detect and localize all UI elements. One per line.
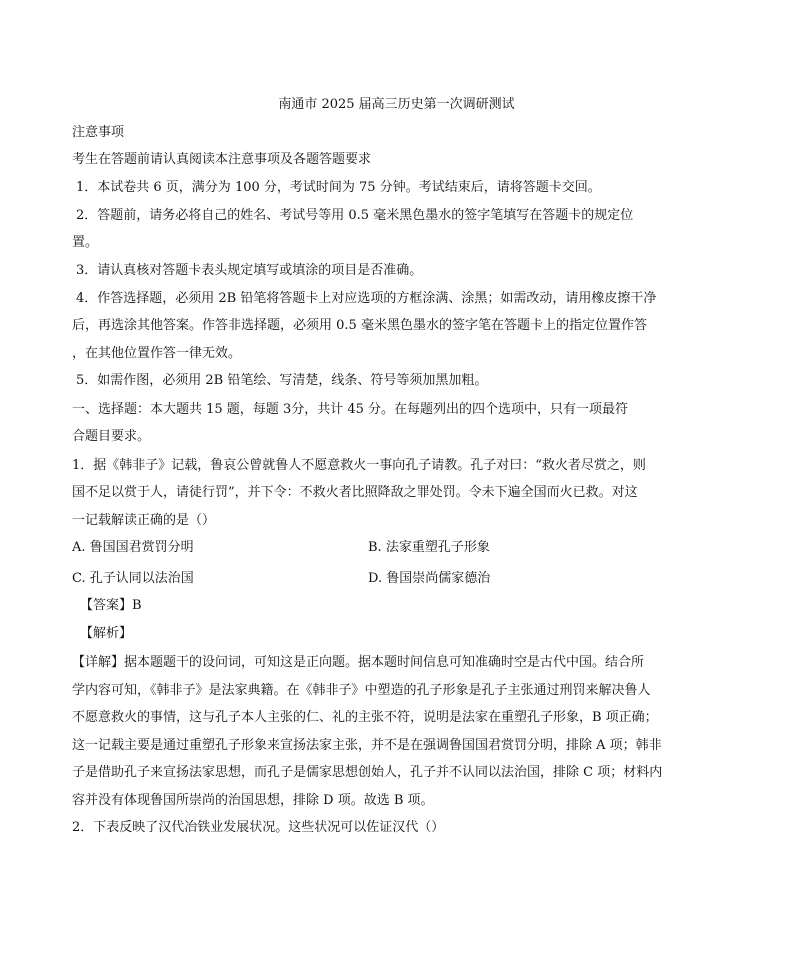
question-1-stem-cont: 国不足以赏于人，请徒行罚”，并下令：不救火者比照降敌之罪处罚。令未下遍全国而火已救。对这 [72,485,638,500]
detail-paragraph-line-5: 子是借助孔子来宣扬法家思想，而孔子是儒家思想创始人，孔子并不认同以法治国，排除 C 项；材料内 [72,765,663,780]
notice-item-4: 4．作答选择题，必须用 2B 铅笔将答题卡上对应选项的方框涂满、涂黑；如需改动，请用橡皮擦干净 [76,291,657,306]
question-1-option-a: A. 鲁国国君赏罚分明 [72,540,194,555]
notice-item-2: 2．答题前，请务必将自己的姓名、考试号等用 0.5 毫米黑色墨水的签字笔填写在答题卡的规定位 [76,208,634,223]
detail-paragraph-line-3: 不愿意救火的事情，这与孔子本人主张的仁、礼的主张不符，说明是法家在重塑孔子形象，B 项正确； [72,710,658,725]
section-heading: 一、选择题：本大题共 15 题，每题 3分，共计 45 分。在每题列出的四个选项中，只有一项最符 [72,402,629,417]
question-1-option-d: D. 鲁国崇尚儒家德治 [368,571,491,586]
question-1-stem-cont2: 一记载解读正确的是（） [72,513,216,528]
answer-label: 【答案】B [80,598,142,613]
question-1-option-c: C. 孔子认同以法治国 [72,571,194,586]
notice-item-4-cont: 后，再选涂其他答案。作答非选择题，必须用 0.5 毫米黑色墨水的签字笔在答题卡上的指定位置作答 [72,318,647,333]
analysis-label: 【解析】 [80,626,133,641]
question-1-stem: 1．据《韩非子》记载，鲁哀公曾就鲁人不愿意救火一事向孔子请教。孔子对曰：“救火者尽赏之，则 [72,458,646,473]
notice-item-1: 1．本试卷共 6 页，满分为 100 分，考试时间为 75 分钟。考试结束后，请将答题卡交回。 [76,180,601,195]
detail-paragraph-line-4: 这一记载主要是通过重塑孔子形象来宣扬法家主张，并不是在强调鲁国国君赏罚分明，排除 A 项；韩非 [72,738,662,753]
notice-item-2-cont: 置。 [72,235,99,250]
page-title: 南通市 2025 届高三历史第一次调研测试 [278,97,515,112]
notice-item-5: 5．如需作图，必须用 2B 铅笔绘、写清楚，线条、符号等须加黑加粗。 [76,373,488,388]
detail-paragraph-line-2: 学内容可知，《韩非子》是法家典籍。在《韩非子》中塑造的孔子形象是孔子主张通过刑罚来解决鲁人 [72,683,651,698]
notice-item-4-cont2: ，在其他位置作答一律无效。 [72,346,242,361]
notice-item-3: 3．请认真核对答题卡表头规定填写或填涂的项目是否准确。 [76,263,423,278]
notice-heading: 注意事项 [72,125,125,140]
question-1-option-b: B. 法家重塑孔子形象 [368,540,490,555]
detail-paragraph-line-1: 【详解】据本题题干的设问词，可知这是正向题。据本题时间信息可知准确时空是古代中国。结合所 [72,655,645,670]
section-heading-cont: 合题目要求。 [72,429,151,444]
question-2-stem: 2．下表反映了汉代冶铁业发展状况。这些状况可以佐证汉代（） [72,820,445,835]
detail-paragraph-line-6: 容并没有体现鲁国所崇尚的治国思想，排除 D 项。故选 B 项。 [72,793,434,808]
notice-intro: 考生在答题前请认真阅读本注意事项及各题答题要求 [72,152,372,167]
